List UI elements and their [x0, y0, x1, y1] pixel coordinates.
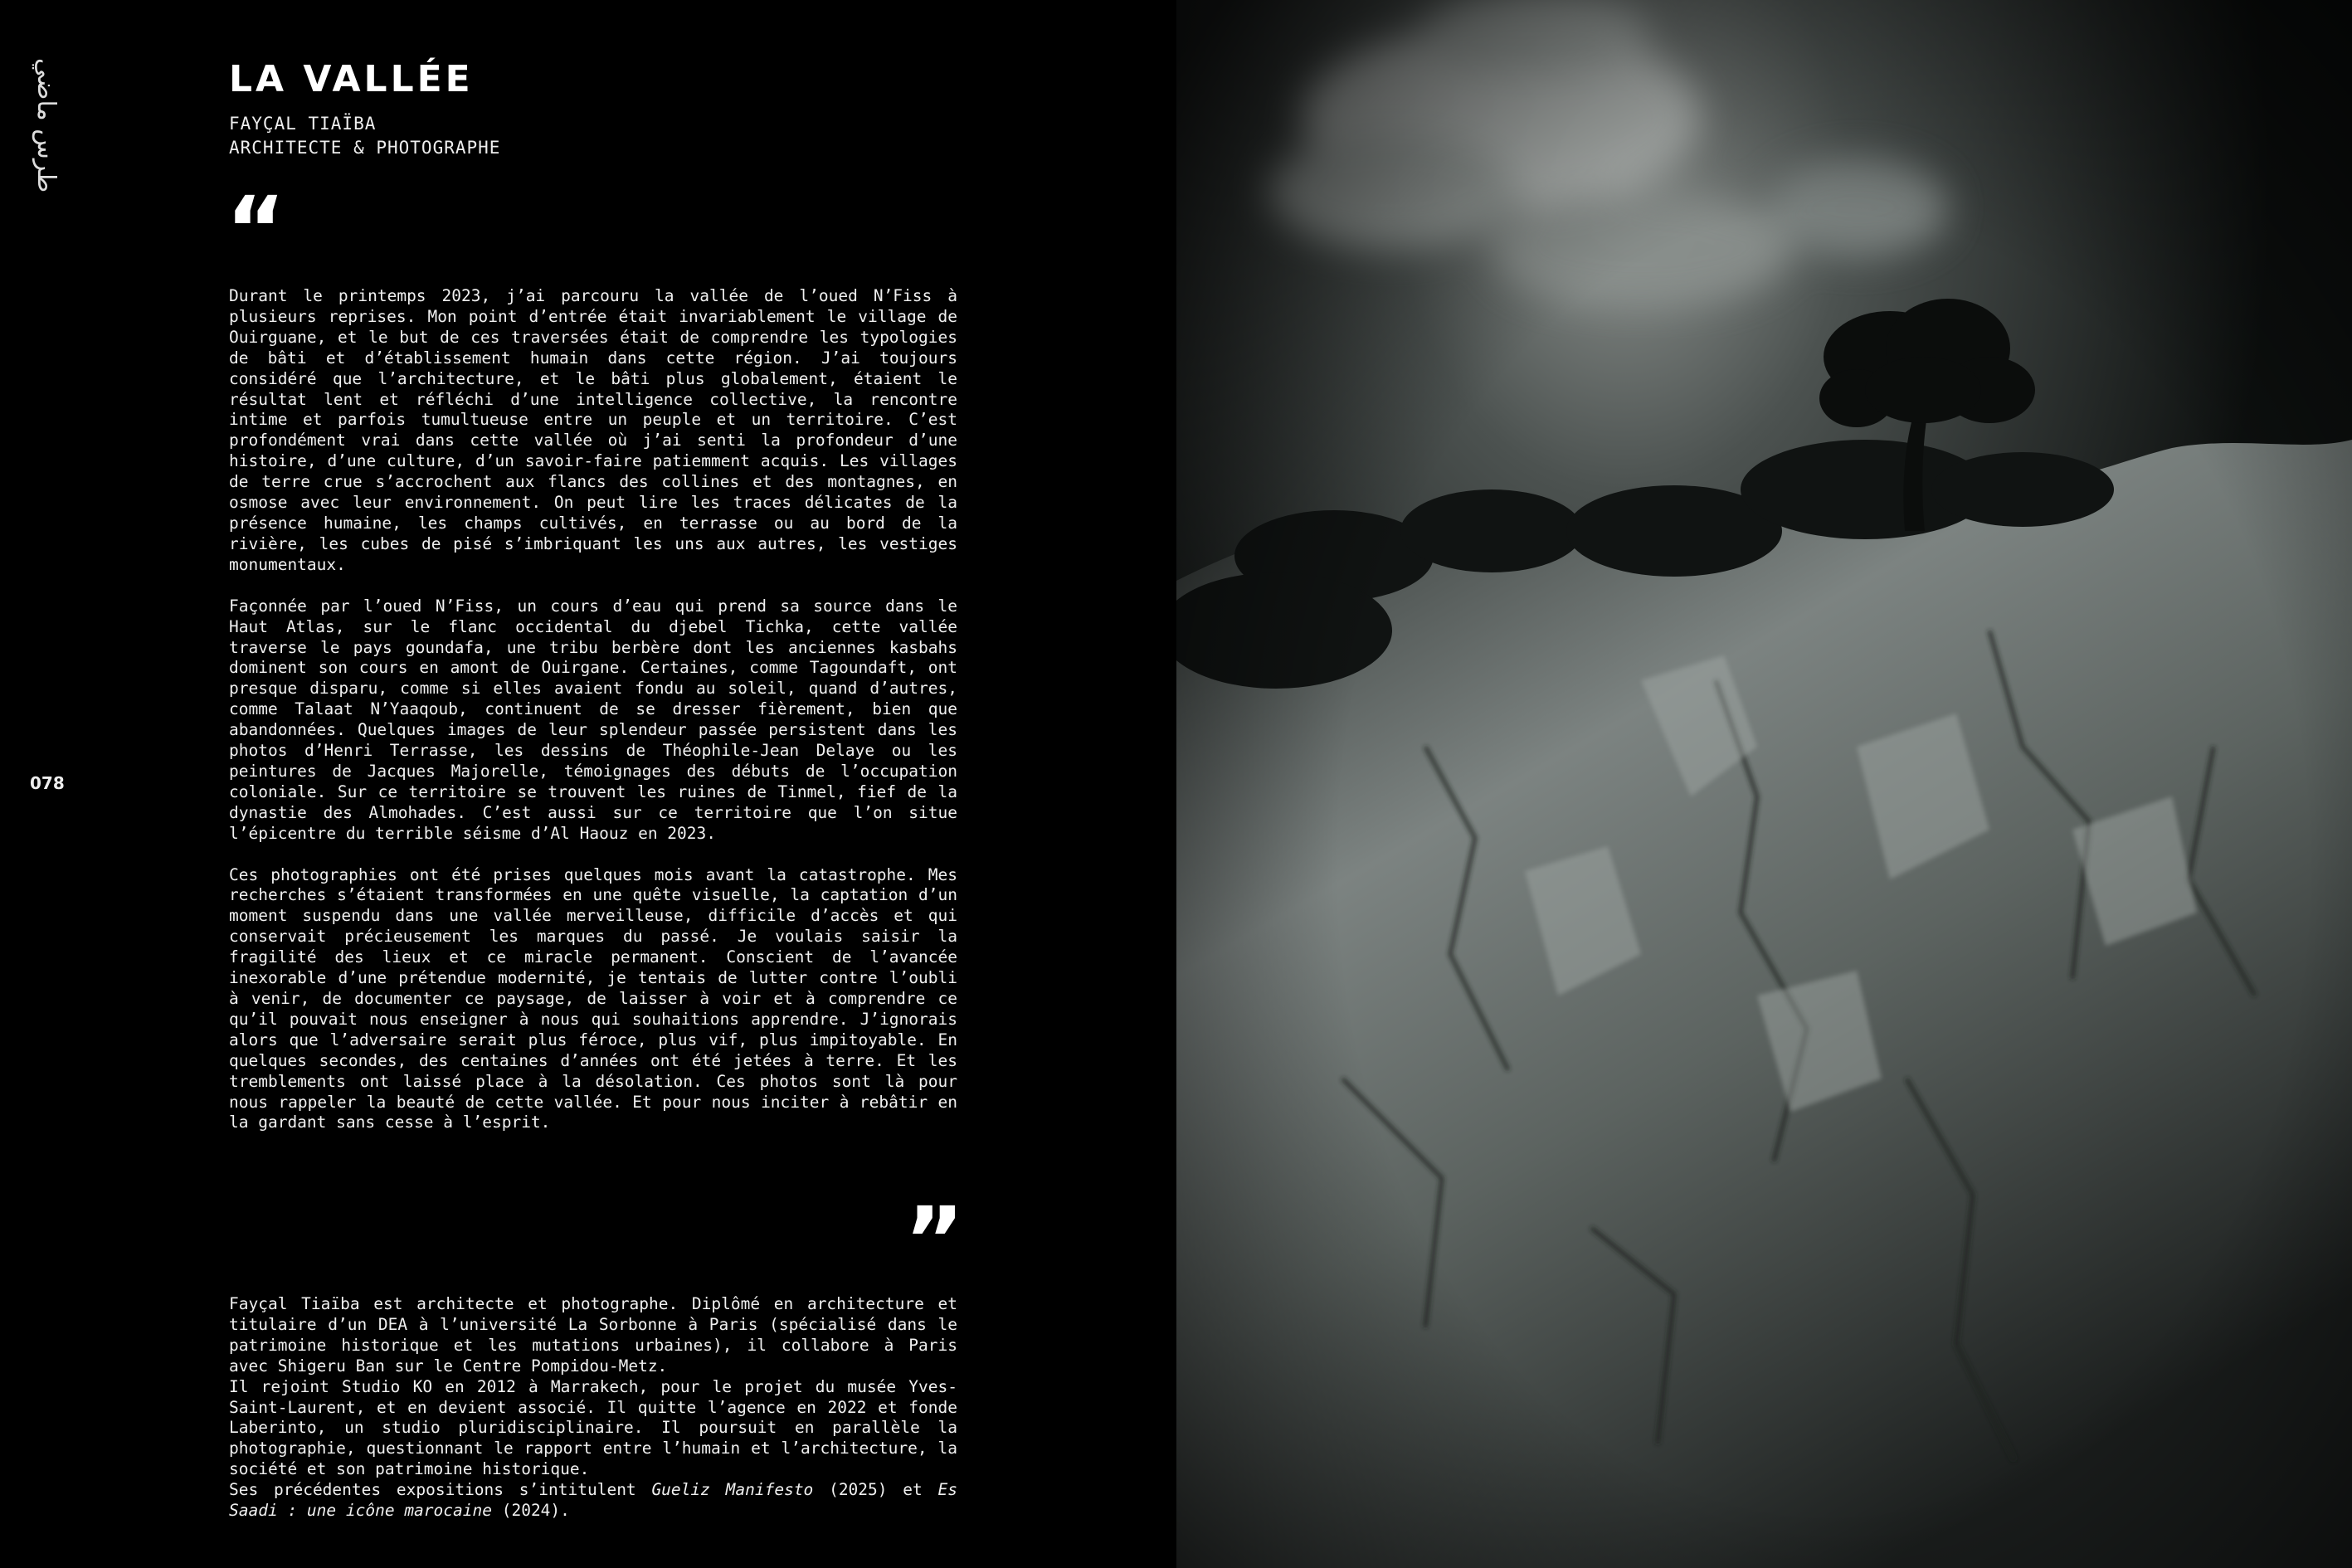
exhibit-year: (2025) et — [813, 1480, 938, 1500]
arabic-heading-text: طرس ماضي — [32, 58, 61, 193]
author-block — [229, 112, 500, 160]
bio-exhibitions — [229, 1480, 957, 1522]
bio-exhibitions-prefix: Ses précédentes expositions s’intitulent — [229, 1480, 652, 1500]
exhibit-title: Es Saadi : une icône marocaine — [229, 1480, 958, 1521]
open-quote-mark: “ — [226, 177, 286, 283]
vertical-arabic-heading — [32, 58, 65, 207]
author-bio — [229, 1294, 957, 1522]
exhibit-title: Gueliz Manifesto — [651, 1480, 814, 1500]
bio-paragraph: Fayçal Tiaïba est architecte et photographe. Diplômé en architecture et titulaire d’un DEA à l’université La Sorbonne à Paris (spécialisé dans le patrimoine historique et les mutations urbaines), il collabore à Paris avec Shigeru Ban sur le Centre Pompidou-Metz. — [229, 1294, 957, 1376]
article-body — [229, 286, 957, 1154]
page-number: 078 — [30, 773, 65, 793]
close-quote-mark: ” — [904, 1187, 965, 1293]
landscape-photograph — [1176, 0, 2352, 1568]
article-title: LA VALLÉE — [229, 58, 474, 100]
body-paragraph: Durant le printemps 2023, j’ai parcouru la vallée de l’oued N’Fiss à plusieurs reprises. Mon point d’entrée était invariablement le village de Ouirguane, et le but de ces traversées était de comprendre les typologies de bâti et d’établissement humain dans cette région. J’ai toujours considéré que l’architecture, et le bâti plus globalement, étaient le résultat lent et réfléchi d’une intelligence collective, la rencontre intime et parfois tumultueuse entre un peuple et un territoire. C’est profondément vrai dans cette vallée où j’ai senti la profondeur d’une histoire, d’une culture, d’un savoir-faire patiemment acquis. Les villages de terre crue s’accrochent aux flancs des collines et des montagnes, en osmose avec leur environnement. On peut lire les traces délicates de la présence humaine, les champs cultivés, en terrasse ou au bord de la rivière, les cubes de pisé s’imbriquant les uns aux autres, les vestiges monumentaux. — [229, 286, 957, 574]
exhibit-year: (2024). — [491, 1501, 570, 1521]
body-paragraph: Façonnée par l’oued N’Fiss, un cours d’eau qui prend sa source dans le Haut Atlas, sur le flanc occidental du djebel Tichka, cette vallée traverse le pays goundafa, une tribu berbère dont les anciennes kasbahs dominent son cours en amont de Ouirgane. Certaines, comme Tagoundaft, ont presque disparu, comme si elles avaient fondu au soleil, quand d’autres, comme Talaat N’Yaaqoub, continuent de se dresser fièrement, bien que abandonnées. Quelques images de leur splendeur passée persistent dans les photos d’Henri Terrasse, les dessins de Théophile-Jean Delaye ou les peintures de Jacques Majorelle, témoignages des débuts de l’occupation coloniale. Sur ce territoire se trouvent les ruines de Tinmel, fief de la dynastie des Almohades. C’est aussi sur ce territoire que l’on situe l’épicentre du terrible séisme d’Al Haouz en 2023. — [229, 596, 957, 843]
author-name: FAYÇAL TIAÏBA — [229, 114, 377, 134]
photo-vignette — [1176, 0, 2352, 1568]
bio-paragraph: Il rejoint Studio KO en 2012 à Marrakech, pour le projet du musée Yves-Saint-Laurent, et en devient associé. Il quitte l’agence en 2022 et fonde Laberinto, un studio pluridisciplinaire. Il poursuit en parallèle la photographie, questionnant le rapport entre l’humain et l’architecture, la société et son patrimoine historique. — [229, 1376, 957, 1479]
body-paragraph: Ces photographies ont été prises quelques mois avant la catastrophe. Mes recherches s’étaient transformées en une quête visuelle, la captation d’un moment suspendu dans une vallée merveilleuse, difficile d’accès et qui conservait précieusement les marques du passé. Je voulais saisir la fragilité des lieux et ce miracle permanent. Conscient de l’avancée inexorable d’une prétendue modernité, je tentais de lutter contre l’oubli à venir, de documenter ce paysage, de laisser à voir et à comprendre ce qu’il pouvait nous enseigner à nous qui souhaitions apprendre. J’ignorais alors que l’adversaire serait plus féroce, plus vif, plus impitoyable. En quelques secondes, des centaines d’années ont été jetées à terre. Et les tremblements ont laissé place à la désolation. Ces photos sont là pour nous rappeler la beauté de cette vallée. Et pour nous inciter à rebâtir en la gardant sans cesse à l’esprit. — [229, 864, 957, 1132]
author-role: ARCHITECTE & PHOTOGRAPHE — [229, 138, 501, 158]
